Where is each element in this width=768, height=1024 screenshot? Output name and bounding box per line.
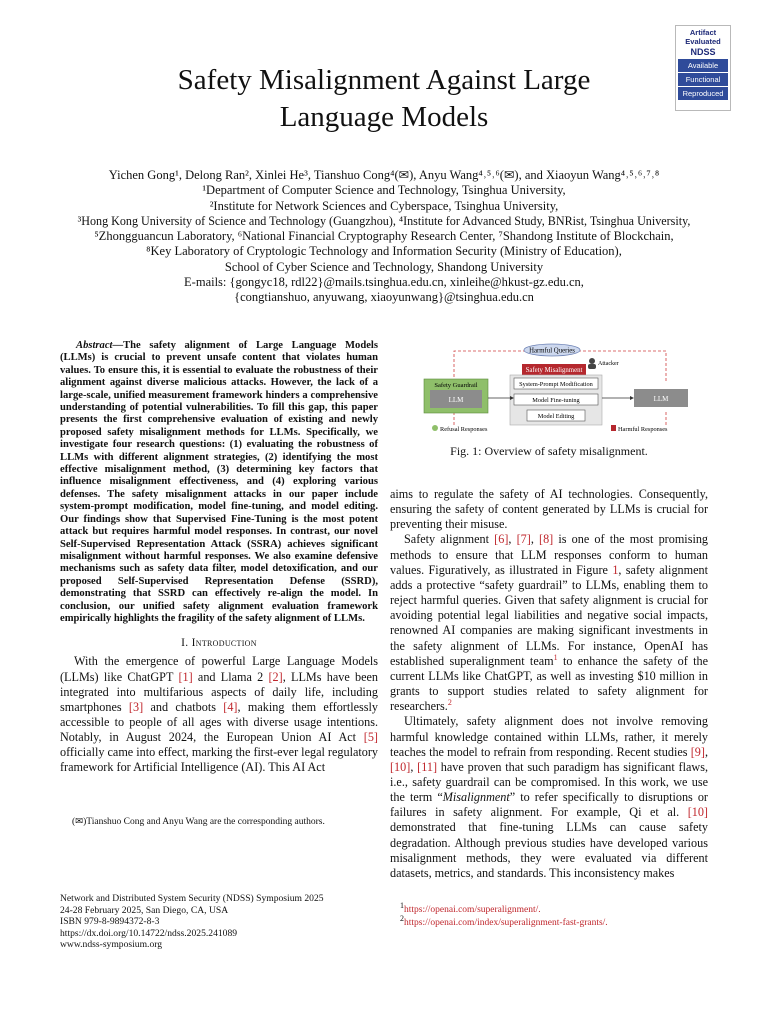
misalignment-diagram bbox=[414, 342, 688, 437]
title-line-1: Safety Misalignment Against Large bbox=[177, 64, 591, 96]
footnote-url[interactable]: https://openai.com/index/superalignment-fast-grants/. bbox=[404, 917, 608, 928]
right-column bbox=[390, 487, 708, 881]
conference-date: 24-28 February 2025, San Diego, CA, USA bbox=[60, 904, 229, 916]
affiliation-line: ⁸Key Laboratory of Cryptologic Technology and Information Security (Ministry of Education), bbox=[146, 244, 622, 259]
harmful-queries-label: Harmful Queries bbox=[529, 347, 575, 355]
llm-left-label: LLM bbox=[448, 396, 464, 404]
footnote-number: 2 bbox=[400, 913, 404, 923]
citation-link[interactable]: [2] bbox=[268, 669, 283, 684]
text-run: , LLMs have been integrated into multifarious aspects of daily life, including smartphones bbox=[60, 669, 379, 714]
affiliation-line: ⁵Zhongguancun Laboratory, ⁶National Financial Cryptography Research Center, ⁷Shandong Institute of Blockchain, bbox=[94, 229, 674, 244]
badge-evaluated: Evaluated bbox=[685, 37, 721, 46]
abstract bbox=[60, 340, 378, 625]
affiliation-line: ¹Department of Computer Science and Technology, Tsinghua University, bbox=[202, 183, 566, 198]
footnote-1 bbox=[400, 900, 720, 917]
conference-name: Network and Distributed System Security (NDSS) Symposium 2025 bbox=[60, 893, 324, 904]
text-run: and chatbots bbox=[143, 699, 224, 714]
conference-info bbox=[60, 893, 390, 951]
affiliation-line: School of Cyber Science and Technology, Shandong University bbox=[224, 259, 544, 274]
citation-link[interactable]: [8] bbox=[539, 532, 554, 547]
text-run: , bbox=[508, 532, 517, 547]
abstract-lead: Abstract bbox=[76, 340, 113, 351]
paper-title bbox=[84, 62, 684, 136]
citation-link[interactable]: [6] bbox=[494, 532, 509, 547]
citation-link[interactable]: [9] bbox=[690, 744, 705, 759]
citation-link[interactable]: [10] bbox=[390, 759, 411, 774]
badge-artifact: Artifact bbox=[689, 28, 717, 37]
footnote-number: 1 bbox=[400, 900, 404, 910]
title-line-2: Language Models bbox=[279, 101, 489, 133]
figure-1 bbox=[414, 342, 688, 437]
attacker-icon bbox=[588, 358, 596, 369]
badge-available: Available bbox=[678, 59, 728, 72]
safety-misalignment-label: Safety Misalignment bbox=[525, 367, 583, 374]
refusal-icon bbox=[432, 425, 438, 431]
llm-right-label: LLM bbox=[653, 395, 669, 403]
body-paragraph: aims to regulate the safety of AI technologies. Consequently, ensuring the safety of content generated by LLMs is crucial for preventing their misuse. bbox=[390, 487, 708, 532]
abstract-text: —The safety alignment of Large Language Models (LLMs) is crucial to prevent unsafe content that violates human values. To ensure this, it is essential to evaluate the robustness of their alignment against diverse malicious attacks. However, the lack of a large-scale, unified measurement framework hinders a comprehensive understanding of potential vulnerabilities. To fill this gap, this paper presents the first comprehensive evaluation of existing and newly proposed safety misalignment methods for LLMs. Specifically, we investigate four research questions: (1) evaluating the robustness of LLMs with different alignment strategies, (2) identifying the most effective misalignment method, (3) determining key factors that influence misalignment effectiveness, and (4) exploring various defenses. The safety misalignment attacks in our paper include system-prompt modification, model fine-tuning, and model editing. Our findings show that Supervised Fine-Tuning is the most potent attack but requires harmful model responses. In contrast, our novel Self-Supervised Representation Attack (SSRA) achieves significant misalignment without harmful responses. We also examine defensive mechanisms such as safety data filter, model detoxification, and our proposed Self-Supervised Representation Defense (SSRD), demonstrating that SSRD can effectively re-align the model. In conclusion, our unified safety alignment evaluation framework empirically highlights the fragility of the safety alignment of LLMs. bbox=[60, 340, 378, 624]
badge-functional: Functional bbox=[678, 73, 728, 86]
text-run: Ultimately, safety alignment does not involve removing harmful knowledge contained within LLMs, rather, it merely teaches the model to refrain from responding. Recent studies bbox=[390, 714, 708, 759]
text-run: Safety alignment bbox=[404, 532, 495, 547]
text-run: With the emergence of powerful Large Language Models (LLMs) like ChatGPT bbox=[60, 654, 378, 684]
text-run: , bbox=[530, 532, 540, 547]
intro-paragraph bbox=[60, 654, 378, 775]
text-run: , bbox=[704, 744, 708, 759]
body-paragraph bbox=[390, 532, 708, 714]
text-run: , bbox=[410, 759, 418, 774]
footnote-url[interactable]: https://openai.com/superalignment/. bbox=[404, 905, 541, 915]
corresponding-author-note: (✉)Tianshuo Cong and Anyu Wang are the corresponding authors. bbox=[72, 817, 325, 827]
figure-caption: Fig. 1: Overview of safety misalignment. bbox=[450, 444, 648, 458]
harmful-icon bbox=[611, 425, 616, 431]
citation-link[interactable]: [7] bbox=[516, 532, 531, 547]
affiliation-line: ²Institute for Network Sciences and Cyberspace, Tsinghua University, bbox=[209, 198, 559, 213]
footnote-2 bbox=[400, 913, 720, 930]
citation-link[interactable]: [10] bbox=[687, 805, 708, 820]
text-run: officially came into effect, marking the first-ever legal regulatory framework for Artificial Intelligence (AI). This AI Act bbox=[60, 745, 378, 775]
text-run: ” to refer specifically to disruptions or failures in safety alignment. For example, Qi et al. bbox=[390, 790, 708, 820]
text-run: is one of the most promising methods to ensure that LLM responses conform to human values. Figuratively, as illustrated in Figure bbox=[390, 532, 709, 577]
citation-link[interactable]: [4] bbox=[223, 699, 238, 714]
safety-guardrail-label: Safety Guardrail bbox=[434, 382, 478, 389]
method-model-editing-label: Model Editing bbox=[537, 413, 575, 420]
text-run: demonstrated that fine-tuning LLMs can cause safety degradation. Although previous studies have developed various misalignment methods, they were evaluated via different datasets, metrics, and standards. This inconsistency makes bbox=[390, 820, 708, 880]
email-line: E-mails: {gongyc18, rdl22}@mails.tsinghua.edu.cn, xinleihe@hkust-gz.edu.cn, bbox=[184, 275, 584, 290]
citation-link[interactable]: [1] bbox=[178, 669, 193, 684]
conference-doi[interactable]: https://dx.doi.org/10.14722/ndss.2025.241089 bbox=[60, 927, 238, 939]
author-block bbox=[40, 168, 728, 306]
email-line: {congtianshuo, anyuwang, xiaoyunwang}@tsinghua.edu.cn bbox=[234, 290, 534, 305]
misalignment-term: Misalignment bbox=[442, 790, 510, 805]
citation-link[interactable]: [11] bbox=[417, 759, 438, 774]
section-heading-introduction: I. Introduction bbox=[181, 637, 257, 650]
ndss-logo: NDSS bbox=[690, 47, 716, 57]
text-run: , safety alignment adds a protective “safety guardrail” to LLMs, enabling them to reject harmful queries. Given that safety alignment is crucial for avoiding potential legal liabilities and negative social impacts, renowned AI companies are making significant investments in the safety alignment of LLMs. For instance, OpenAI has established superalignment team bbox=[390, 562, 708, 668]
badge-reproduced: Reproduced bbox=[678, 87, 728, 100]
footnote-mark[interactable]: 1 bbox=[553, 652, 558, 662]
text-run: , making them effortlessly accessible to people of all ages with diverse usage intentions. Notably, in August 2024, the European Union AI Act bbox=[60, 699, 379, 745]
author-names: Yichen Gong¹, Delong Ran², Xinlei He³, Tianshuo Cong⁴(✉), Anyu Wang⁴˒⁵˒⁶(✉), and Xiaoyun Wang⁴˒⁵˒⁶˒⁷˒⁸ bbox=[108, 168, 660, 182]
affiliation-line: ³Hong Kong University of Science and Technology (Guangzhou), ⁴Institute for Advanced Study, BNRist, Tsinghua University, bbox=[77, 213, 691, 228]
citation-link[interactable]: [5] bbox=[363, 730, 378, 745]
footnotes bbox=[400, 900, 720, 929]
harmful-responses-label: Harmful Responses bbox=[618, 426, 668, 433]
attacker-label: Attacker bbox=[598, 361, 619, 367]
footnote-mark[interactable]: 2 bbox=[447, 698, 452, 708]
figure-reference-link[interactable]: 1 bbox=[612, 562, 619, 577]
method-system-prompt-label: System-Prompt Modification bbox=[519, 381, 593, 388]
left-column bbox=[60, 340, 378, 776]
method-fine-tuning-label: Model Fine-tuning bbox=[532, 397, 580, 404]
conference-website[interactable]: www.ndss-symposium.org bbox=[60, 939, 163, 951]
text-run: and Llama 2 bbox=[192, 669, 269, 684]
body-paragraph bbox=[390, 714, 708, 881]
text-run: to enhance the safety of the current LLMs like ChatGPT, as well as investing $10 million in grants to support studies related to safety alignment for researchers. bbox=[390, 653, 708, 714]
badge-top-text bbox=[676, 26, 730, 46]
citation-link[interactable]: [3] bbox=[128, 699, 144, 714]
refusal-responses-label: Refusal Responses bbox=[440, 426, 488, 433]
text-run: have proven that such paradigm has significant flaws, i.e., safety guardrail can be compromised. In this work, we use the term “ bbox=[390, 759, 708, 805]
conference-isbn: ISBN 979-8-9894372-8-3 bbox=[60, 916, 160, 928]
